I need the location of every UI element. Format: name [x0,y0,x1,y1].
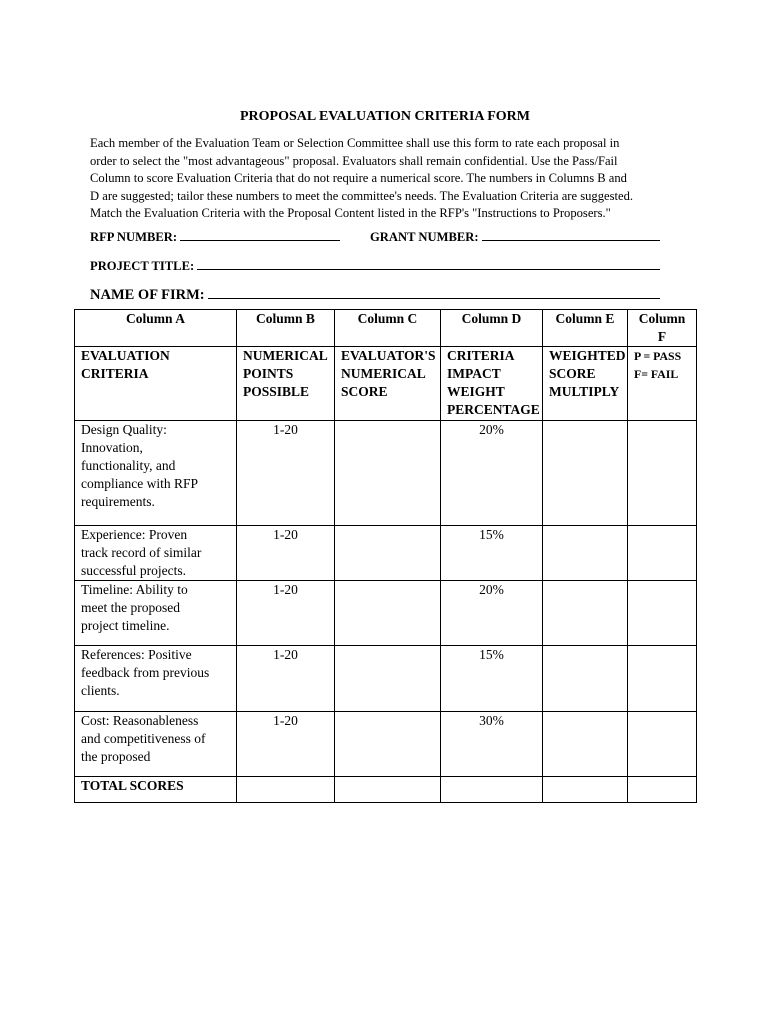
weighted-cell[interactable] [543,421,628,526]
criteria-line: meet the proposed [81,600,180,615]
table-row [75,712,697,777]
criteria-line: project timeline. [81,618,170,633]
grant-number-row [370,229,660,245]
points-cell: 1-20 [237,646,335,712]
heading-line: PERCENTAGE [447,402,540,417]
column-description-row [75,347,697,421]
criteria-line: and competitiveness of [81,731,206,746]
instructions-line: Each member of the Evaluation Team or Selection Committee shall use this form to rate each proposal in [90,136,620,150]
table-row [75,526,697,581]
project-title-field[interactable] [197,258,660,270]
criteria-line: clients. [81,683,120,698]
heading-line: CRITERIA [81,366,149,381]
criteria-line: successful projects. [81,563,186,578]
heading-line: POINTS [243,366,294,381]
instructions-paragraph [90,135,690,223]
project-title-row [90,258,660,274]
heading-line: MULTIPLY [549,384,620,399]
score-cell[interactable] [335,421,441,526]
column-d-header: Column D [441,310,543,347]
criteria-line: References: Positive [81,647,192,662]
column-a-header: Column A [75,310,237,347]
weighted-cell[interactable] [543,646,628,712]
weighted-cell[interactable] [543,526,628,581]
points-cell: 1-20 [237,712,335,777]
grant-number-field[interactable] [482,229,660,241]
numerical-points-heading [237,347,335,421]
pass-fail-cell[interactable] [628,421,697,526]
criteria-line: feedback from previous [81,665,210,680]
evaluation-criteria-heading [75,347,237,421]
rfp-number-label: RFP NUMBER: [90,230,178,244]
column-c-header: Column C [335,310,441,347]
criteria-cell [75,646,237,712]
points-cell: 1-20 [237,581,335,646]
name-of-firm-label: NAME OF FIRM: [90,287,205,303]
table-row [75,421,697,526]
criteria-line: Innovation, [81,440,143,455]
weight-cell: 15% [441,646,543,712]
score-cell[interactable] [335,646,441,712]
instructions-line: D are suggested; tailor these numbers to meet the committee's needs. The Evaluation Criteria are suggested. [90,188,634,203]
table-row [75,646,697,712]
pass-fail-cell[interactable] [628,526,697,581]
heading-line: NUMERICAL [243,348,328,363]
name-of-firm-row [90,286,660,304]
total-pass-fail-cell[interactable] [628,777,697,803]
heading-line: P = PASS [634,349,682,363]
criteria-cell [75,712,237,777]
heading-line: NUMERICAL [341,366,426,381]
pass-fail-cell[interactable] [628,646,697,712]
heading-line: EVALUATOR'S [341,348,436,363]
points-cell: 1-20 [237,526,335,581]
rfp-number-row [90,229,340,245]
pass-fail-cell[interactable] [628,712,697,777]
heading-line: F= FAIL [634,367,679,381]
name-of-firm-field[interactable] [208,286,660,299]
weight-cell: 30% [441,712,543,777]
weight-cell: 20% [441,581,543,646]
evaluation-table [74,309,697,803]
total-score-cell[interactable] [335,777,441,803]
instructions-line: order to select the "most advantageous" proposal. Evaluators shall remain confidential. Use the Pass/Fail [90,153,618,168]
column-header-row [75,310,697,347]
criteria-line: Design Quality: [81,422,167,437]
heading-line: SCORE [549,366,596,381]
rfp-number-field[interactable] [180,229,340,241]
points-cell: 1-20 [237,421,335,526]
criteria-cell [75,421,237,526]
total-weighted-cell[interactable] [543,777,628,803]
project-title-label: PROJECT TITLE: [90,259,195,273]
evaluator-score-heading [335,347,441,421]
pass-fail-heading [628,347,697,421]
score-cell[interactable] [335,712,441,777]
weight-cell: 20% [441,421,543,526]
weighted-cell[interactable] [543,712,628,777]
criteria-line: track record of similar [81,545,202,560]
total-scores-label: TOTAL SCORES [75,777,237,803]
criteria-line: functionality, and [81,458,176,473]
criteria-cell [75,581,237,646]
column-b-header: Column B [237,310,335,347]
heading-line: POSSIBLE [243,384,310,399]
weighted-cell[interactable] [543,581,628,646]
criteria-line: the proposed [81,749,151,764]
impact-weight-heading [441,347,543,421]
column-e-header: Column E [543,310,628,347]
pass-fail-cell[interactable] [628,581,697,646]
column-f-header: Column F [628,310,697,347]
heading-line: EVALUATION [81,348,170,363]
heading-line: SCORE [341,384,388,399]
weight-cell: 15% [441,526,543,581]
total-scores-row [75,777,697,803]
instructions-line: Column to score Evaluation Criteria that do not require a numerical score. The numbers in Columns B and [90,171,627,186]
heading-line: IMPACT [447,366,501,381]
instructions-line: Match the Evaluation Criteria with the Proposal Content listed in the RFP's "Instructions to Proposers." [90,206,611,221]
heading-line: WEIGHT [447,384,505,399]
total-points-cell[interactable] [237,777,335,803]
criteria-line: requirements. [81,494,155,509]
score-cell[interactable] [335,526,441,581]
page-title: PROPOSAL EVALUATION CRITERIA FORM [239,109,531,124]
grant-number-label: GRANT NUMBER: [370,230,479,244]
criteria-line: Experience: Proven [81,527,188,542]
score-cell[interactable] [335,581,441,646]
criteria-line: Timeline: Ability to [81,582,188,597]
total-weight-cell[interactable] [441,777,543,803]
heading-line: CRITERIA [447,348,515,363]
criteria-line: compliance with RFP [81,476,198,491]
criteria-line: Cost: Reasonableness [81,713,199,728]
table-row [75,581,697,646]
weighted-score-heading [543,347,628,421]
heading-line: WEIGHTED [549,348,626,363]
criteria-cell [75,526,237,581]
